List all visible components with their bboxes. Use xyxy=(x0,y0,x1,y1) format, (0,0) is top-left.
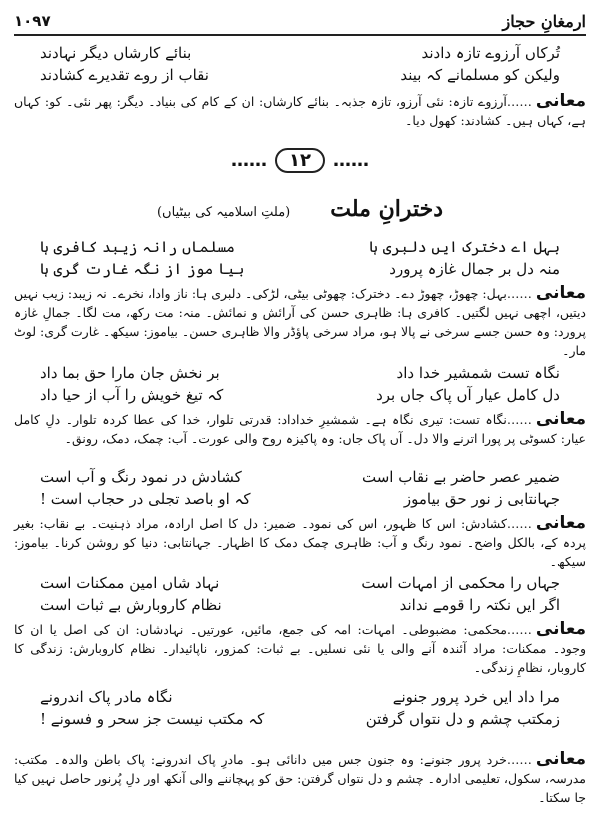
hemistich: دل کامل عیار آں پاک جاں برد xyxy=(376,386,560,404)
hemistich: ضمیر عصر حاضر بے نقاب است xyxy=(361,468,560,486)
poem-subtitle: (ملتِ اسلامیہ کی بیٹیاں) xyxy=(156,205,291,220)
gloss-text: ……محکمی: مضبوطی۔ امہات: امہ کی جمع، مائیں، عورتیں۔ نہادشاں: ان کی اصل یا ان کا وجود۔ ممکنات: مراد آئندہ آنے والی یا نئی نسلیں۔ بے ثبات: کمزور، ناپائیدار۔ نظام کاروبارش: زندگی کا کاروبار، نظامِ زندگی۔ xyxy=(14,622,586,675)
gloss-paragraph xyxy=(14,750,586,807)
verse-line xyxy=(40,384,560,406)
gloss-paragraph xyxy=(14,620,586,677)
couplet xyxy=(40,572,560,616)
hemistich: تُرکاں آرزوے تازہ دادند xyxy=(421,44,560,62)
couplet xyxy=(40,466,560,510)
verse-line xyxy=(40,488,560,510)
hemistich: بہل اے دخترک ایں دلبری ہا xyxy=(369,238,560,256)
gloss-text: ……خرد پرور جنونے: وہ جنون جس میں دانائی ہو۔ مادرِ پاک اندرونے: پاک باطن والدہ۔ مکتب: مدرسہ، سکول، تعلیمی ادارہ۔ چشم و دل نتواں گرفتن: حق کو پہچاننے والی آنکھ اور دلِ پُرنور حاصل نہیں کیا جا سکتا۔ xyxy=(14,752,586,805)
hemistich: زمکتب چشم و دل نتواں گرفتن xyxy=(365,710,560,728)
verse-line xyxy=(40,236,560,258)
hemistich: کشادش در نمود رنگ و آب است xyxy=(40,468,242,486)
verse-line xyxy=(40,594,560,616)
gloss-keyword: معانی xyxy=(535,409,586,429)
hemistich: جہاں را محکمی از امہات است xyxy=(361,574,560,592)
hemistich: کہ او باصد تجلی در حجاب است ! xyxy=(40,490,251,508)
hemistich: نگاہ تست شمشیر خدا داد xyxy=(396,364,560,382)
verse-line xyxy=(40,466,560,488)
hemistich: منہ دل بر جمال غازہ پرورد xyxy=(389,260,560,278)
page-number: ۱۰۹۷ xyxy=(14,12,51,30)
couplet xyxy=(40,686,560,730)
verse-line xyxy=(40,572,560,594)
hemistich: نگاہ مادر پاک اندرونے xyxy=(40,688,173,706)
hemistich: نقاب از روے تقدیرے کشادند xyxy=(40,66,209,84)
hemistich: بنائے کارشاں دیگر نہادند xyxy=(40,44,192,62)
dots: …… xyxy=(332,150,369,171)
gloss-keyword: معانی xyxy=(535,619,586,639)
couplet xyxy=(40,362,560,406)
poem-number: ۱۲ xyxy=(275,148,325,173)
verse-line xyxy=(40,64,560,86)
hemistich: بر نخش جان مارا حق بما داد xyxy=(40,364,220,382)
verse-line xyxy=(40,258,560,280)
gloss-keyword: معانی xyxy=(535,91,586,111)
gloss-paragraph xyxy=(14,410,586,448)
couplet xyxy=(40,42,560,86)
hemistich: اگر ایں نکتہ را قومے نداند xyxy=(399,596,560,614)
hemistich: مرا داد ایں خرد پرور جنونے xyxy=(392,688,560,706)
page-header xyxy=(14,8,586,36)
verse-line xyxy=(40,708,560,730)
gloss-text: ……آرزوے تازہ: نئی آرزو، تازہ جذبہ۔ بنائے کارشاں: ان کے کام کی بنیاد۔ دیگر: پھر نئی۔ کو: کہاں ہے، کہاں ہیں۔ کشادند: کھول دیا۔ xyxy=(14,94,586,128)
hemistich: کہ تیغ خویش را آب از حیا داد xyxy=(40,386,224,404)
gloss-paragraph xyxy=(14,284,586,360)
dots: …… xyxy=(231,150,267,171)
gloss-paragraph xyxy=(14,92,586,130)
verse-line xyxy=(40,686,560,708)
gloss-keyword: معانی xyxy=(535,283,586,303)
hemistich: مسلماں رانہ زیبد کافری ہا xyxy=(40,238,235,256)
gloss-text: ……بہل: چھوڑ، چھوڑ دے۔ دخترک: چھوٹی بیٹی، لڑکی۔ دلبری ہا: ناز وادا، نخرے۔ نہ زیبد: زیب نہیں دیتیں، اچھی نہیں لگتیں۔ کافری ہا: ظاہری حسن کی آرائش و نمائش۔ منہ: مت رکھ، مت لگا۔ جمالِ غازہ پرورد: وہ حسن جسے سرخی نے پالا ہو، مراد سرخی پاؤڈر والا ظاہری حسن۔ بیاموز: سیکھ۔ غارت گری: لوٹ مار۔ xyxy=(14,286,586,358)
gloss-text: ……کشادش: اس کا ظہور، اس کی نمود۔ ضمیر: دل کا اصل ارادہ، مراد ذہنیت۔ بے نقاب: بغیر پردہ کے، بالکل واضح۔ نمود رنگ و آب: ظاہری چمک دمک کا اظہار۔ جہانتابی: دنیا کو روشن کرنا۔ بیاموز: سیکھ۔ xyxy=(14,516,586,569)
hemistich: ولیکن کو مسلمانے کہ بیند xyxy=(400,66,560,84)
hemistich: نہاد شاں امین ممکنات است xyxy=(40,574,220,592)
running-title: ارمغانِ حجاز xyxy=(502,11,586,31)
poem-number-row xyxy=(0,148,600,173)
hemistich: جہانتابی ز نور حق بیاموز xyxy=(403,490,560,508)
verse-line xyxy=(40,42,560,64)
poem-title: دخترانِ ملت xyxy=(330,196,444,222)
gloss-paragraph xyxy=(14,514,586,571)
gloss-text: ……نگاہ تست: تیری نگاہ ہے۔ شمشیرِ خداداد: قدرتی تلوار، خدا کی عطا کردہ تلوار۔ دلِ کامل عیار: کسوٹی پر پورا اترنے والا دل۔ آں پاک جاں: وہ پاکیزہ روح والی عورت۔ آب: چمک، دمک، رونق۔ xyxy=(14,412,586,446)
verse-line xyxy=(40,362,560,384)
poem-title-row xyxy=(0,196,600,222)
couplet xyxy=(40,236,560,280)
gloss-keyword: معانی xyxy=(535,749,586,769)
hemistich: بیا موز از نگہ غارت گری ہا xyxy=(40,260,245,278)
hemistich: نظام کاروبارش بے ثبات است xyxy=(40,596,222,614)
gloss-keyword: معانی xyxy=(535,513,586,533)
hemistich: کہ مکتب نیست جز سحر و فسونے ! xyxy=(40,710,265,728)
